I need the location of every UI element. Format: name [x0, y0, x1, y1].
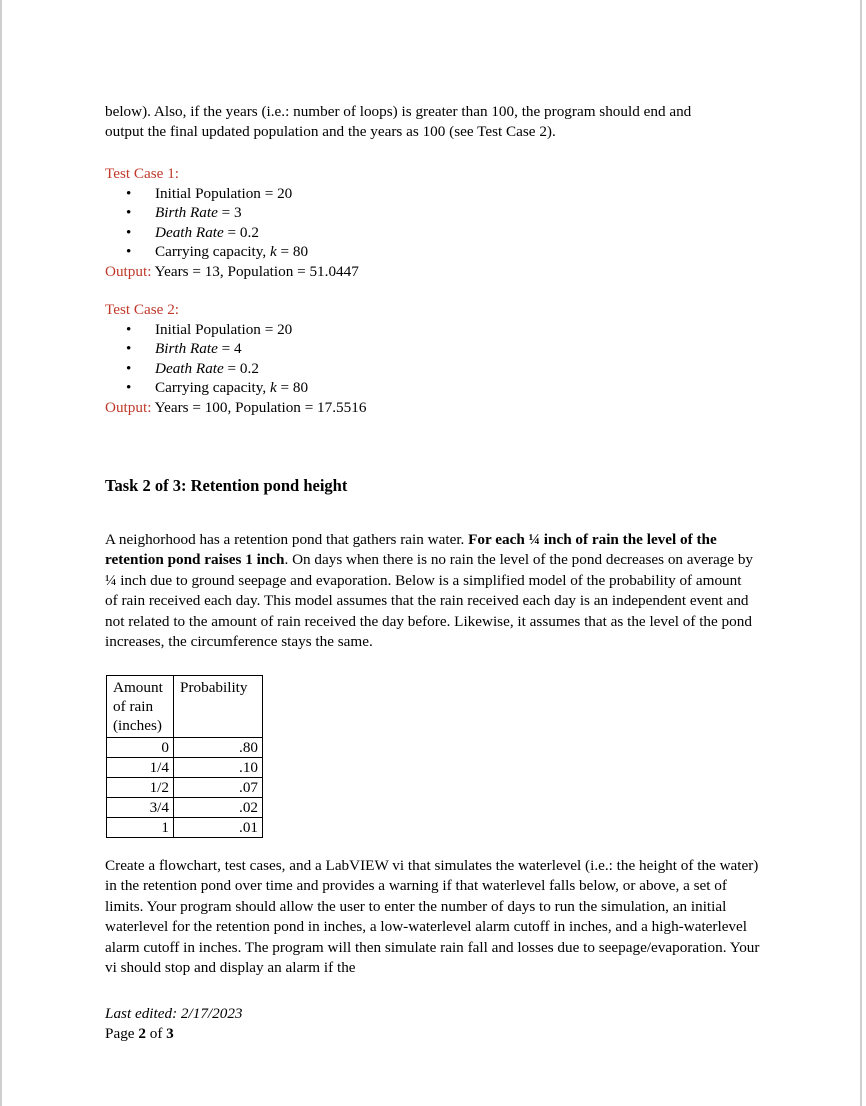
bullet-icon: • [126, 359, 132, 377]
task-paragraph-2: Create a flowchart, test cases, and a LabVIEW vi that simulates the waterlevel (i.e.: the height of the water) in the retention pond over time and provides a warning if that waterlevel falls below, or above, a set of limits. Your program should allow the user to enter the number of days to run the simulation, an initial waterlevel for the retention pond in inches, a low-waterlevel alarm cutoff in inches, and a high-waterlevel alarm cutoff in inches. The program will then simulate rain fall and losses due to seepage/evaporation. Your vi should stop and display an alarm if the [105, 857, 760, 977]
test-case-2-title: Test Case 2: [105, 301, 180, 318]
bullet-icon: • [126, 340, 132, 358]
list-item: • Birth Rate = 3 [126, 204, 242, 222]
test-case-1-output [105, 262, 359, 282]
table-header-amount: Amount of rain (inches) [107, 676, 174, 738]
bullet-icon: • [126, 223, 132, 241]
bold-statement: For each ¼ inch of rain the level of the retention pond raises 1 inch [105, 531, 717, 569]
task-paragraph-1: A neighorhood has a retention pond that gathers rain water. For each ¼ inch of rain the level of the retention pond raises 1 inch. On days when there is no rain the level of the pond decreases on average by ¼ inch due to ground seepage and evaporation. Below is a simplified model of the probability of amount of rain received each day. This model assumes that the rain received each day is an independent event and not related to the amount of rain received the day before. Likewise, it assumes that as the level of the pond increases, the circumference stays the same. [105, 531, 754, 651]
bullet-icon: • [126, 321, 132, 338]
intro-line-1: below). Also, if the years (i.e.: number of loops) is greater than 100, the program should end and [105, 103, 692, 120]
output-label: Output: [105, 263, 152, 280]
output-text: Years = 100, Population = 17.5516 [151, 399, 367, 416]
rain-probability-table [106, 675, 263, 838]
table-row: 1/2 .07 [107, 778, 263, 798]
page-footer [105, 1004, 243, 1045]
table-header-probability: Probability [174, 676, 263, 738]
test-case-1-list [105, 184, 308, 262]
list-item: • Carrying capacity, k = 80 [126, 243, 309, 261]
last-edited: Last edited: 2/17/2023 [105, 1005, 243, 1022]
bullet-icon: • [126, 185, 132, 202]
test-case-2-output [105, 398, 366, 418]
table-row: 1 .01 [107, 818, 263, 838]
output-label: Output: [105, 399, 152, 416]
list-item: • Death Rate = 0.2 [126, 359, 259, 377]
intro-paragraph [105, 102, 765, 143]
list-item: • Birth Rate = 4 [126, 340, 242, 358]
test-case-1-title: Test Case 1: [105, 165, 180, 182]
bullet-icon: • [126, 204, 132, 222]
page-number: Page 2 of 3 [105, 1025, 174, 1043]
list-item: • Initial Population = 20 [126, 185, 293, 202]
output-text: Years = 13, Population = 51.0447 [151, 263, 359, 280]
bullet-icon: • [126, 379, 132, 397]
table-row: 1/4 .10 [107, 758, 263, 778]
table-row: 3/4 .02 [107, 798, 263, 818]
list-item: • Death Rate = 0.2 [126, 223, 259, 241]
test-case-2-list [105, 320, 308, 398]
list-item: • Initial Population = 20 [126, 321, 293, 338]
bullet-icon: • [126, 243, 132, 261]
intro-line-2: output the final updated population and the years as 100 (see Test Case 2). [105, 123, 556, 141]
task-heading: Task 2 of 3: Retention pond height [105, 476, 348, 495]
table-row: 0 .80 [107, 738, 263, 758]
list-item: • Carrying capacity, k = 80 [126, 379, 309, 397]
